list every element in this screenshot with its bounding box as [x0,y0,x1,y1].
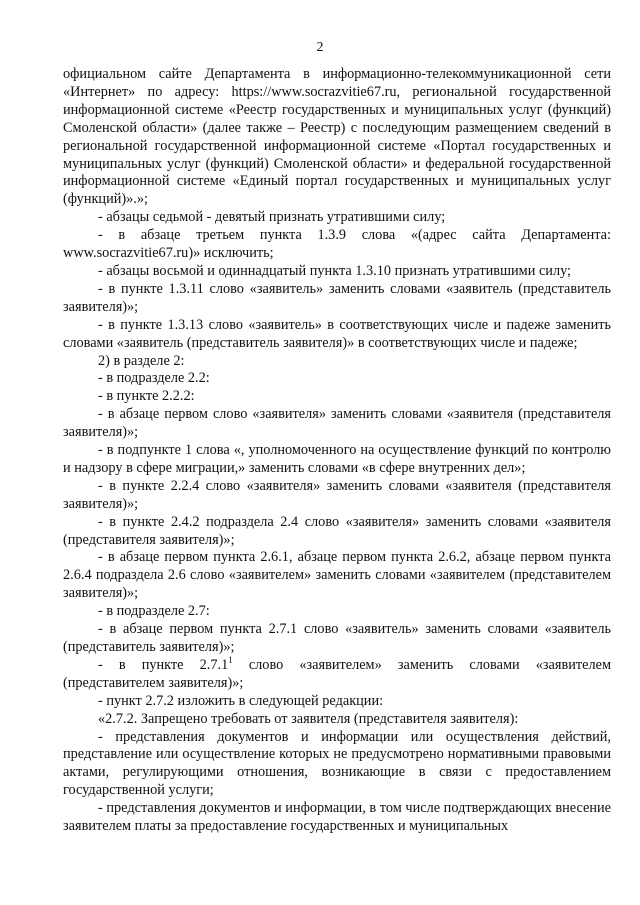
paragraph-item: - пункт 2.7.2 изложить в следующей редакции: [98,692,384,709]
paragraph-item: - в абзаце третьем пункта 1.3.9 слова «(адрес сайта Департамента: www.socrazvitie67.ru)» исключить; [63,227,611,262]
paragraph-item: - в пункте 1.3.13 слово «заявитель» в соответствующих числе и падеже заменить словами «заявитель (представитель заявителя)» в соответствующих числе и падеже; [63,316,611,351]
superscript: 1 [228,655,233,666]
page-number: 2 [316,40,324,55]
paragraph-item: - абзацы восьмой и одиннадцатый пункта 1.3.10 признать утратившими силу; [98,262,572,279]
quoted-clause-heading: «2.7.2. Запрещено требовать от заявителя (представителя заявителя): [98,710,519,727]
paragraph-item: - представления документов и информации, в том числе подтверждающих внесение заявителем платы за предоставление государственных и муниципальных [63,800,611,835]
paragraph-intro: официальном сайте Департамента в информационно-телекоммуникационной сети «Интернет» по адресу: https://www.socrazvitie67.ru, региональной государственной информационной системе «Реестр государственных и муниципальных услуг (функций) Смоленской области» (далее также – Реестр) с последующим размещением сведений в региональной государственной информационной системе «Портал государственных и муниципальных услуг (функций) Смоленской области» и федеральной государственной информационной системе «Единый портал государственных и муниципальных услуг (функций)».»; [63,66,611,208]
text-before: - в пункте 2.7.1 [98,656,229,673]
paragraph-item: - в абзаце первом пункта 2.6.1, абзаце первом пункта 2.6.2, абзаце первом пункта 2.6.4 подраздела 2.6 слово «заявителем» заменить словами «заявителем (представителем заявителя)»; [63,549,611,602]
paragraph-item: - в пункте 2.2.4 слово «заявителя» заменить словами «заявителя (представителя заявителя)»; [63,477,611,512]
paragraph-item: - представления документов и информации или осуществления действий, представление или осуществление которых не предусмотрено нормативными правовыми актами, регулирующими отношения, возникающие в связи с предоставлением государственной услуги; [63,728,611,799]
subsection-heading: - в подразделе 2.7: [98,603,210,620]
paragraph-item: - в абзаце первом слово «заявителя» заменить словами «заявителя (представителя заявителя)»; [63,406,611,441]
text-after: слово «заявителем» заменить словами «заявителем (представителем заявителя)»; [63,656,611,691]
paragraph-item: - в пункте 2.4.2 подраздела 2.4 слово «заявителя» заменить словами «заявителя (представителя заявителя)»; [63,513,611,548]
paragraph-item: - в абзаце первом пункта 2.7.1 слово «заявитель» заменить словами «заявитель (представитель заявителя)»; [63,621,611,655]
section-heading: 2) в разделе 2: [98,352,185,369]
document-body [63,66,611,836]
paragraph-item: - абзацы седьмой - девятый признать утратившими силу; [98,209,446,226]
paragraph-item: - в подпункте 1 слова «, уполномоченного на осуществление функций по контролю и надзору в сфере миграции,» заменить словами «в сфере внутренних дел»; [63,442,611,476]
paragraph-item-superscript [63,657,611,693]
paragraph-item: - в пункте 1.3.11 слово «заявитель» заменить словами «заявитель (представитель заявителя)»; [63,280,611,315]
subsection-heading: - в подразделе 2.2: [98,370,210,387]
clause-heading: - в пункте 2.2.2: [98,388,195,405]
